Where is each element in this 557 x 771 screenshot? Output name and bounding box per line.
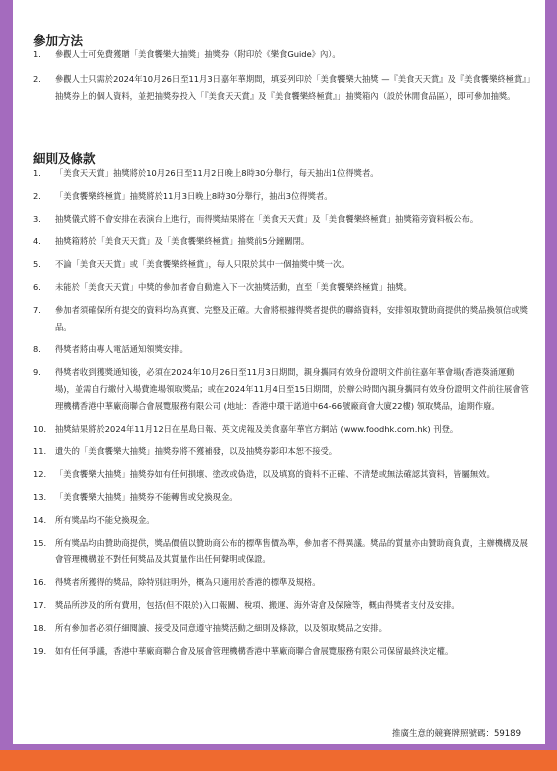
- list-item: 9. 得獎者收到獲獎通知後，必須在2024年10月26日至11月3日期間，親身攜同有效身份證明文件前往嘉年華會場(香港葵涌運動場)，並需自行繳付入場費進場領取獎品；或在2024年11月4日至15日期間，於辦公時間內親身攜同有效身份證明文件前往展會管理機構香港中華廠商聯合會展覽服務有限公司 (地址：香港中環干諾道中64-66號廠商會大廈22樓) 領取獎品，逾期作廢。: [33, 367, 529, 411]
- list-item: 12. 「美食饗樂大抽獎」抽獎券如有任何損壞、塗改或偽造，以及填寫的資料不正確、不清楚或無法確認其資料，皆屬無效。: [33, 469, 495, 480]
- list-item: 7. 參加者須確保所有提交的資料均為真實、完整及正確。大會將根據得獎者提供的聯絡資料，安排領取贊助商提供的獎品換領信或獎品。: [33, 304, 528, 332]
- list-item: 10. 抽獎結果將於2024年11月12日在星島日報、英文虎報及美食嘉年華官方網站 (www.foodhk.com.hk) 刊登。: [33, 423, 459, 434]
- document-page: [13, 0, 545, 744]
- terms-list: [33, 165, 533, 659]
- list-item: 14. 所有獎品均不能兌換現金。: [33, 514, 155, 525]
- list-item: 5. 不論「美食天天賞」或「美食饗樂終極賞」，每人只限於其中一個抽獎中獎一次。: [33, 259, 350, 270]
- list-item: 6. 未能於「美食天天賞」中獎的參加者會自動進入下一次抽獎活動，直至「美食饗樂終極賞」抽獎。: [33, 281, 412, 292]
- list-item: 4. 抽獎箱將於「美食天天賞」及「美食饗樂終極賞」抽獎前5分鐘關閉。: [33, 236, 310, 247]
- list-item: 11. 遺失的「美食饗樂大抽獎」抽獎券將不獲補發，以及抽獎券影印本恕不接受。: [33, 446, 338, 457]
- list-item: 17. 獎品所涉及的所有費用，包括(但不限於)入口報關、稅項、搬運、海外寄倉及保險等，概由得獎者支付及安排。: [33, 599, 460, 610]
- list-item: 2. 參觀人士只需於2024年10月26日至11月3日嘉年華期間，填妥列印於「美食饗樂大抽獎 —『美食天天賞』及『美食饗樂終極賞』」抽獎券上的個人資料，並把抽獎券投入「『美食天天賞』及『美食饗樂終極賞』」抽獎箱內（設於休閒食品區），即可參加抽獎。: [33, 73, 531, 101]
- section-title-terms: 細則及條款: [33, 151, 96, 166]
- list-item: 13. 「美食饗樂大抽獎」抽獎券不能轉售或兌換現金。: [33, 491, 238, 502]
- participation-list: [33, 46, 533, 104]
- list-item: 18. 所有參加者必須仔細閱讀、接受及同意遵守抽獎活動之細則及條款，以及領取獎品之安排。: [33, 622, 387, 633]
- list-item: 2. 「美食饗樂終極賞」抽獎將於11月3日晚上8時30分舉行，抽出3位得獎者。: [33, 190, 333, 201]
- competition-permit-number: 推廣生意的競賽牌照號碼：59189: [391, 729, 521, 739]
- section-title-participation: 參加方法: [33, 33, 84, 48]
- list-item: 16. 得獎者所獲得的獎品，除特別註明外，概為只適用於香港的標準及規格。: [33, 577, 321, 588]
- list-item: 15. 所有獎品均由贊助商提供，獎品價值以贊助商公布的標準售價為準，參加者不得異議。獎品的質量亦由贊助商負責，主辦機構及展會管理機構並不對任何獎品及其質量作出任何聲明或保證。: [33, 537, 528, 565]
- list-item: 3. 抽獎儀式將不會安排在表演台上進行，而得獎結果將在「美食天天賞」及「美食饗樂終極賞」抽獎箱旁資料板公布。: [33, 213, 479, 224]
- list-item: 1. 參觀人士可免費獲贈「美食饗樂大抽獎」抽獎券（附印於《樂食Guide》內）。: [33, 49, 341, 59]
- list-item: 1. 「美食天天賞」抽獎將於10月26日至11月2日晚上8時30分舉行，每天抽出1位得獎者。: [33, 168, 379, 178]
- orange-bottom-bar: [0, 750, 557, 771]
- list-item: 8. 得獎者將由專人電話通知領獎安排。: [33, 344, 188, 355]
- list-item: 19. 如有任何爭議，香港中華廠商聯合會及展會管理機構香港中華廠商聯合會展覽服務有限公司保留最終決定權。: [33, 645, 454, 656]
